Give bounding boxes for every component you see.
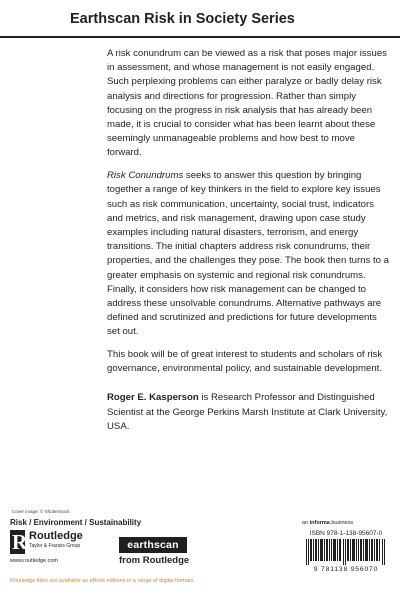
ebook-availability-note: Routledge titles are available as eBook editions in a range of digital formats: [10, 578, 194, 584]
informa-business-label: [302, 520, 353, 526]
back-cover-blurb: [107, 47, 391, 443]
earthscan-logo: [119, 537, 190, 571]
barcode-icon: [306, 539, 386, 565]
blurb-paragraph-3: This book will be of great interest to students and scholars of risk governance, environmental policy, and sustainable development.: [107, 349, 383, 375]
informa-prefix: an: [302, 520, 310, 526]
series-title: Earthscan Risk in Society Series: [70, 11, 295, 27]
earthscan-from-routledge: from Routledge: [119, 555, 190, 566]
barcode-digits: 9 781138 956070: [313, 566, 379, 573]
routledge-url: www.routledge.com: [10, 558, 58, 564]
earthscan-wordmark: earthscan: [119, 537, 187, 553]
cover-image-credit: Cover image: © Shutterstock: [12, 509, 70, 514]
author-bio-text: is Research Professor and Distinguished Scientist at the George Perkins Marsh Institute at Clark University, USA.: [107, 392, 388, 432]
blurb-paragraph-1: A risk conundrum can be viewed as a risk that poses major issues in assessment, and whose management is not easily engaged. Such perplexing problems can either paralyze or badly delay risk analysis and directions for progression. Rather than simply focusing on the progress in risk analysis that has already been made, it is crucial to consider what has been learnt about these seemingly unmanageable problems and how best to move forward.: [107, 48, 387, 159]
author-bio: [107, 391, 391, 434]
subject-categories: Risk / Environment / Sustainability: [10, 518, 142, 527]
book-title-italic: Risk Conundrums: [107, 170, 184, 182]
isbn-number: ISBN 978-1-138-95607-0: [309, 530, 383, 537]
routledge-subtitle: Taylor & Francis Group: [29, 543, 81, 549]
informa-brand: informa: [309, 520, 330, 526]
informa-suffix: business: [329, 520, 354, 526]
blurb-paragraph-2: [107, 169, 391, 339]
author-name: Roger E. Kasperson: [107, 392, 199, 404]
isbn-barcode-block: [302, 530, 390, 574]
series-header: [0, 0, 400, 36]
header-divider: [0, 36, 400, 38]
blurb-paragraph-2-text: seeks to answer this question by bringing together a range of key thinkers in the field to explore key issues such as risk communication, uncertainty, social trust, indicators and metrics, and risk management, drawing upon case study examples including natural disasters, terrorism, and energy transitions. The initial chapters address risk conundrums, their properties, and the challenges they pose. The book then turns to a greater emphasis on systemic and regional risk conundrums. Finally, it considers how risk management can be changed to address these unsolvable conundrums. Alternative pathways are defined and scrutinized and predictions for future developments set out.: [107, 170, 389, 338]
routledge-name: Routledge: [29, 530, 83, 542]
routledge-r-icon: R: [12, 530, 28, 554]
